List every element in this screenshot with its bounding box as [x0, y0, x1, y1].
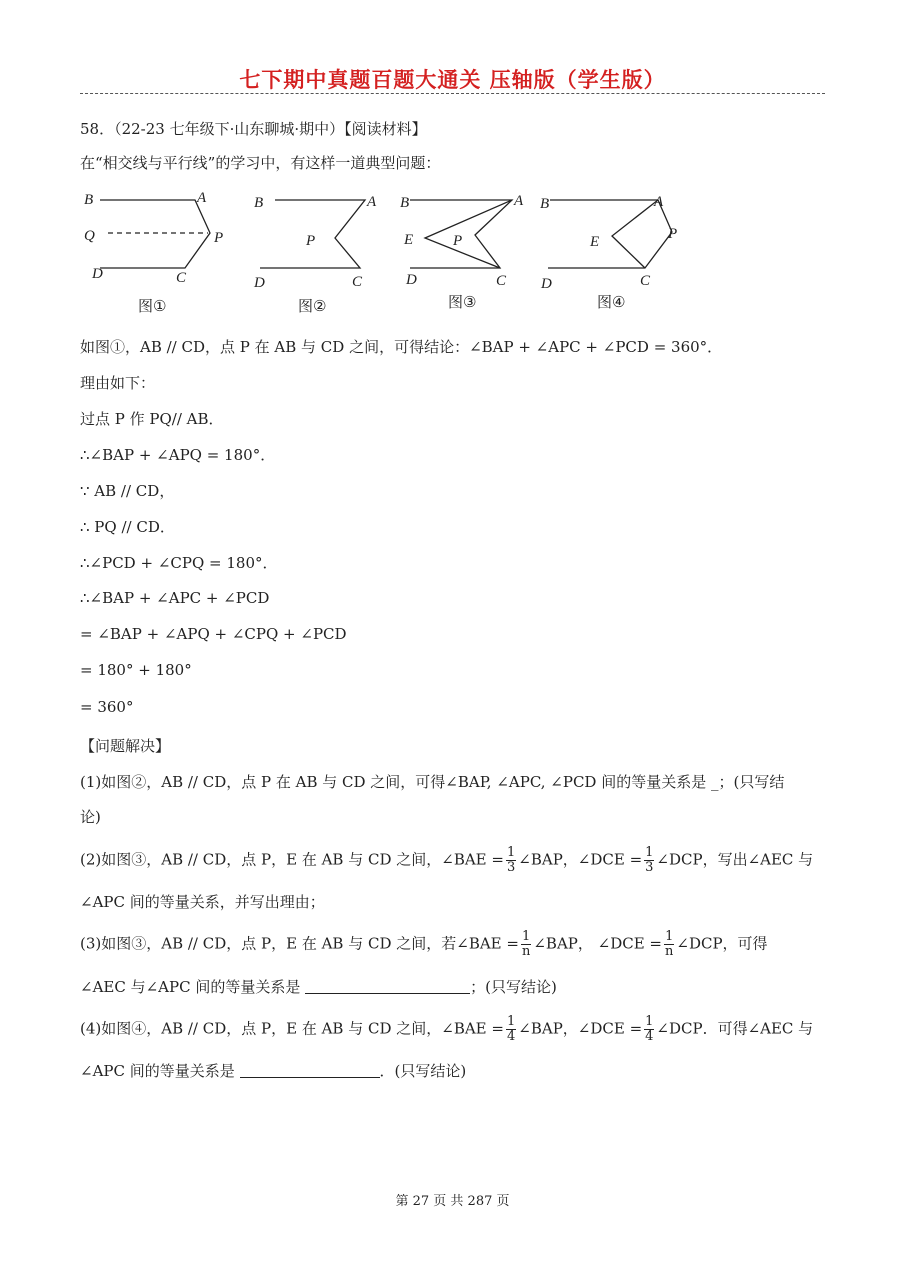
- q3-fraction-1: [521, 930, 531, 959]
- proof-line-4: ∴ PQ // CD．: [80, 518, 175, 536]
- fig3-label-c: C: [496, 273, 507, 289]
- q3-text-1: (3)如图③，AB // CD，点 P，E 在 AB 与 CD 之间，若∠BAE =: [80, 934, 519, 953]
- q2-text-3: ∠DCP，写出∠AEC 与: [656, 850, 814, 869]
- fig4-label-a: A: [654, 194, 664, 210]
- q2-text-2: ∠BAP，∠DCE =: [518, 850, 643, 869]
- fig1-label-q: Q: [84, 228, 95, 244]
- page-header-title: 七下期中真题百题大通关 压轴版（学生版）: [239, 68, 666, 92]
- fig1-caption: 图①: [138, 297, 167, 315]
- question-3-line-2: [80, 976, 557, 997]
- question-4-line-1: [80, 1015, 813, 1044]
- fig1-polyline: [100, 200, 210, 268]
- fig3-e-lines: [425, 200, 512, 268]
- q4-frac2-den: 4: [645, 1029, 654, 1044]
- problem-heading: [80, 118, 427, 139]
- q3-fraction-2: [664, 930, 674, 959]
- q4-answer-blank[interactable]: [240, 1063, 380, 1078]
- q3-frac1-num: 1: [522, 929, 531, 944]
- page-footer: 第 27 页 共 287 页: [395, 1194, 510, 1209]
- fig1-label-p: P: [214, 230, 224, 246]
- proof-line-6: ∴∠BAP + ∠APC + ∠PCD: [80, 589, 270, 607]
- q4-frac2-num: 1: [645, 1014, 654, 1029]
- figure-4: [548, 200, 672, 268]
- fig2-caption: 图②: [298, 297, 327, 315]
- fig2-label-p: P: [306, 233, 316, 249]
- fig4-polyline: [548, 200, 672, 268]
- fig3-caption: 图③: [448, 293, 477, 311]
- q2-fraction-1: [506, 846, 516, 875]
- q2-frac1-num: 1: [506, 845, 516, 860]
- proof-line-1: 过点 P 作 PQ// AB．: [80, 410, 224, 428]
- problem-statement: 如图①，AB // CD，点 P 在 AB 与 CD 之间，可得结论：∠BAP + ∠APC + ∠PCD = 360°．: [80, 338, 723, 356]
- q2-frac1-den: 3: [506, 860, 516, 875]
- fig3-label-b: B: [400, 195, 410, 211]
- q2-fraction-2: [644, 846, 654, 875]
- question-2-line-1: [80, 846, 813, 875]
- header-divider: [80, 93, 825, 94]
- question-1-line-1: (1)如图②，AB // CD，点 P 在 AB 与 CD 之间，可得∠BAP, ∠APC, ∠PCD 间的等量关系是 _；(只写结: [80, 773, 785, 791]
- q4-frac1-num: 1: [506, 1014, 516, 1029]
- q3-text-5: ；(只写结论): [470, 978, 557, 996]
- q3-frac2-num: 1: [665, 929, 674, 944]
- fig2-label-c: C: [352, 274, 363, 290]
- proof-line-8: = 180° + 180°: [80, 661, 192, 679]
- q4-text-3: ∠DCP．可得∠AEC 与: [656, 1019, 814, 1038]
- fig3-label-p: P: [453, 233, 463, 249]
- problem-number: 58．: [80, 120, 115, 138]
- fig4-label-p: P: [668, 226, 678, 242]
- question-2-line-2: ∠APC 间的等量关系，并写出理由；: [80, 893, 325, 911]
- proof-line-3: ∵ AB // CD，: [80, 482, 175, 500]
- fig4-caption: 图④: [597, 293, 626, 311]
- proof-line-9: = 360°: [80, 698, 134, 716]
- proof-line-7: = ∠BAP + ∠APQ + ∠CPQ + ∠PCD: [80, 625, 347, 643]
- problem-intro: 在“相交线与平行线”的学习中，有这样一道典型问题：: [80, 154, 441, 172]
- q4-text-5: ．(只写结论): [379, 1062, 467, 1080]
- geometry-figures: [80, 180, 780, 320]
- q4-text-4: ∠APC 间的等量关系是: [80, 1062, 235, 1080]
- fig2-label-b: B: [254, 195, 264, 211]
- q2-frac2-num: 1: [645, 845, 654, 860]
- solve-title: 【问题解决】: [80, 737, 171, 755]
- q3-text-2: ∠BAP， ∠DCE =: [533, 934, 663, 953]
- q3-text-3: ∠DCP，可得: [676, 934, 768, 953]
- q4-text-1: (4)如图④，AB // CD，点 P，E 在 AB 与 CD 之间，∠BAE =: [80, 1019, 504, 1038]
- fig1-label-a: A: [197, 190, 207, 206]
- question-1-line-2: 论): [80, 808, 101, 826]
- q4-text-2: ∠BAP，∠DCE =: [518, 1019, 643, 1038]
- question-4-line-2: [80, 1060, 466, 1081]
- problem-source: （22-23 七年级下·山东聊城·期中）: [114, 120, 345, 138]
- fig3-label-e: E: [404, 232, 414, 248]
- q4-fraction-2: [644, 1015, 654, 1044]
- fig2-label-d: D: [254, 275, 265, 291]
- problem-tag: 【阅读材料】: [344, 120, 427, 138]
- fig1-label-c: C: [176, 270, 187, 286]
- q3-answer-blank[interactable]: [305, 979, 470, 994]
- q2-frac2-den: 3: [645, 860, 654, 875]
- proof-line-5: ∴∠PCD + ∠CPQ = 180°．: [80, 554, 278, 572]
- fig2-label-a: A: [367, 194, 377, 210]
- fig4-label-b: B: [540, 196, 550, 212]
- fig4-label-c: C: [640, 273, 651, 289]
- q4-fraction-1: [506, 1015, 516, 1044]
- fig4-label-e: E: [590, 234, 600, 250]
- fig4-label-d: D: [541, 276, 552, 292]
- question-3-line-1: [80, 930, 768, 959]
- fig4-e-lines: [612, 200, 658, 268]
- q4-frac1-den: 4: [506, 1029, 516, 1044]
- q2-text-1: (2)如图③，AB // CD，点 P，E 在 AB 与 CD 之间，∠BAE =: [80, 850, 504, 869]
- q3-text-4: ∠AEC 与∠APC 间的等量关系是: [80, 978, 301, 996]
- fig1-label-d: D: [92, 266, 103, 282]
- q3-frac2-den: n: [665, 944, 674, 959]
- fig1-label-b: B: [84, 192, 94, 208]
- fig3-label-a: A: [514, 193, 524, 209]
- proof-line-2: ∴∠BAP + ∠APQ = 180°．: [80, 446, 276, 464]
- figure-1: [100, 200, 210, 268]
- reason-title: 理由如下：: [80, 374, 156, 392]
- q3-frac1-den: n: [521, 944, 531, 959]
- fig3-label-d: D: [406, 272, 417, 288]
